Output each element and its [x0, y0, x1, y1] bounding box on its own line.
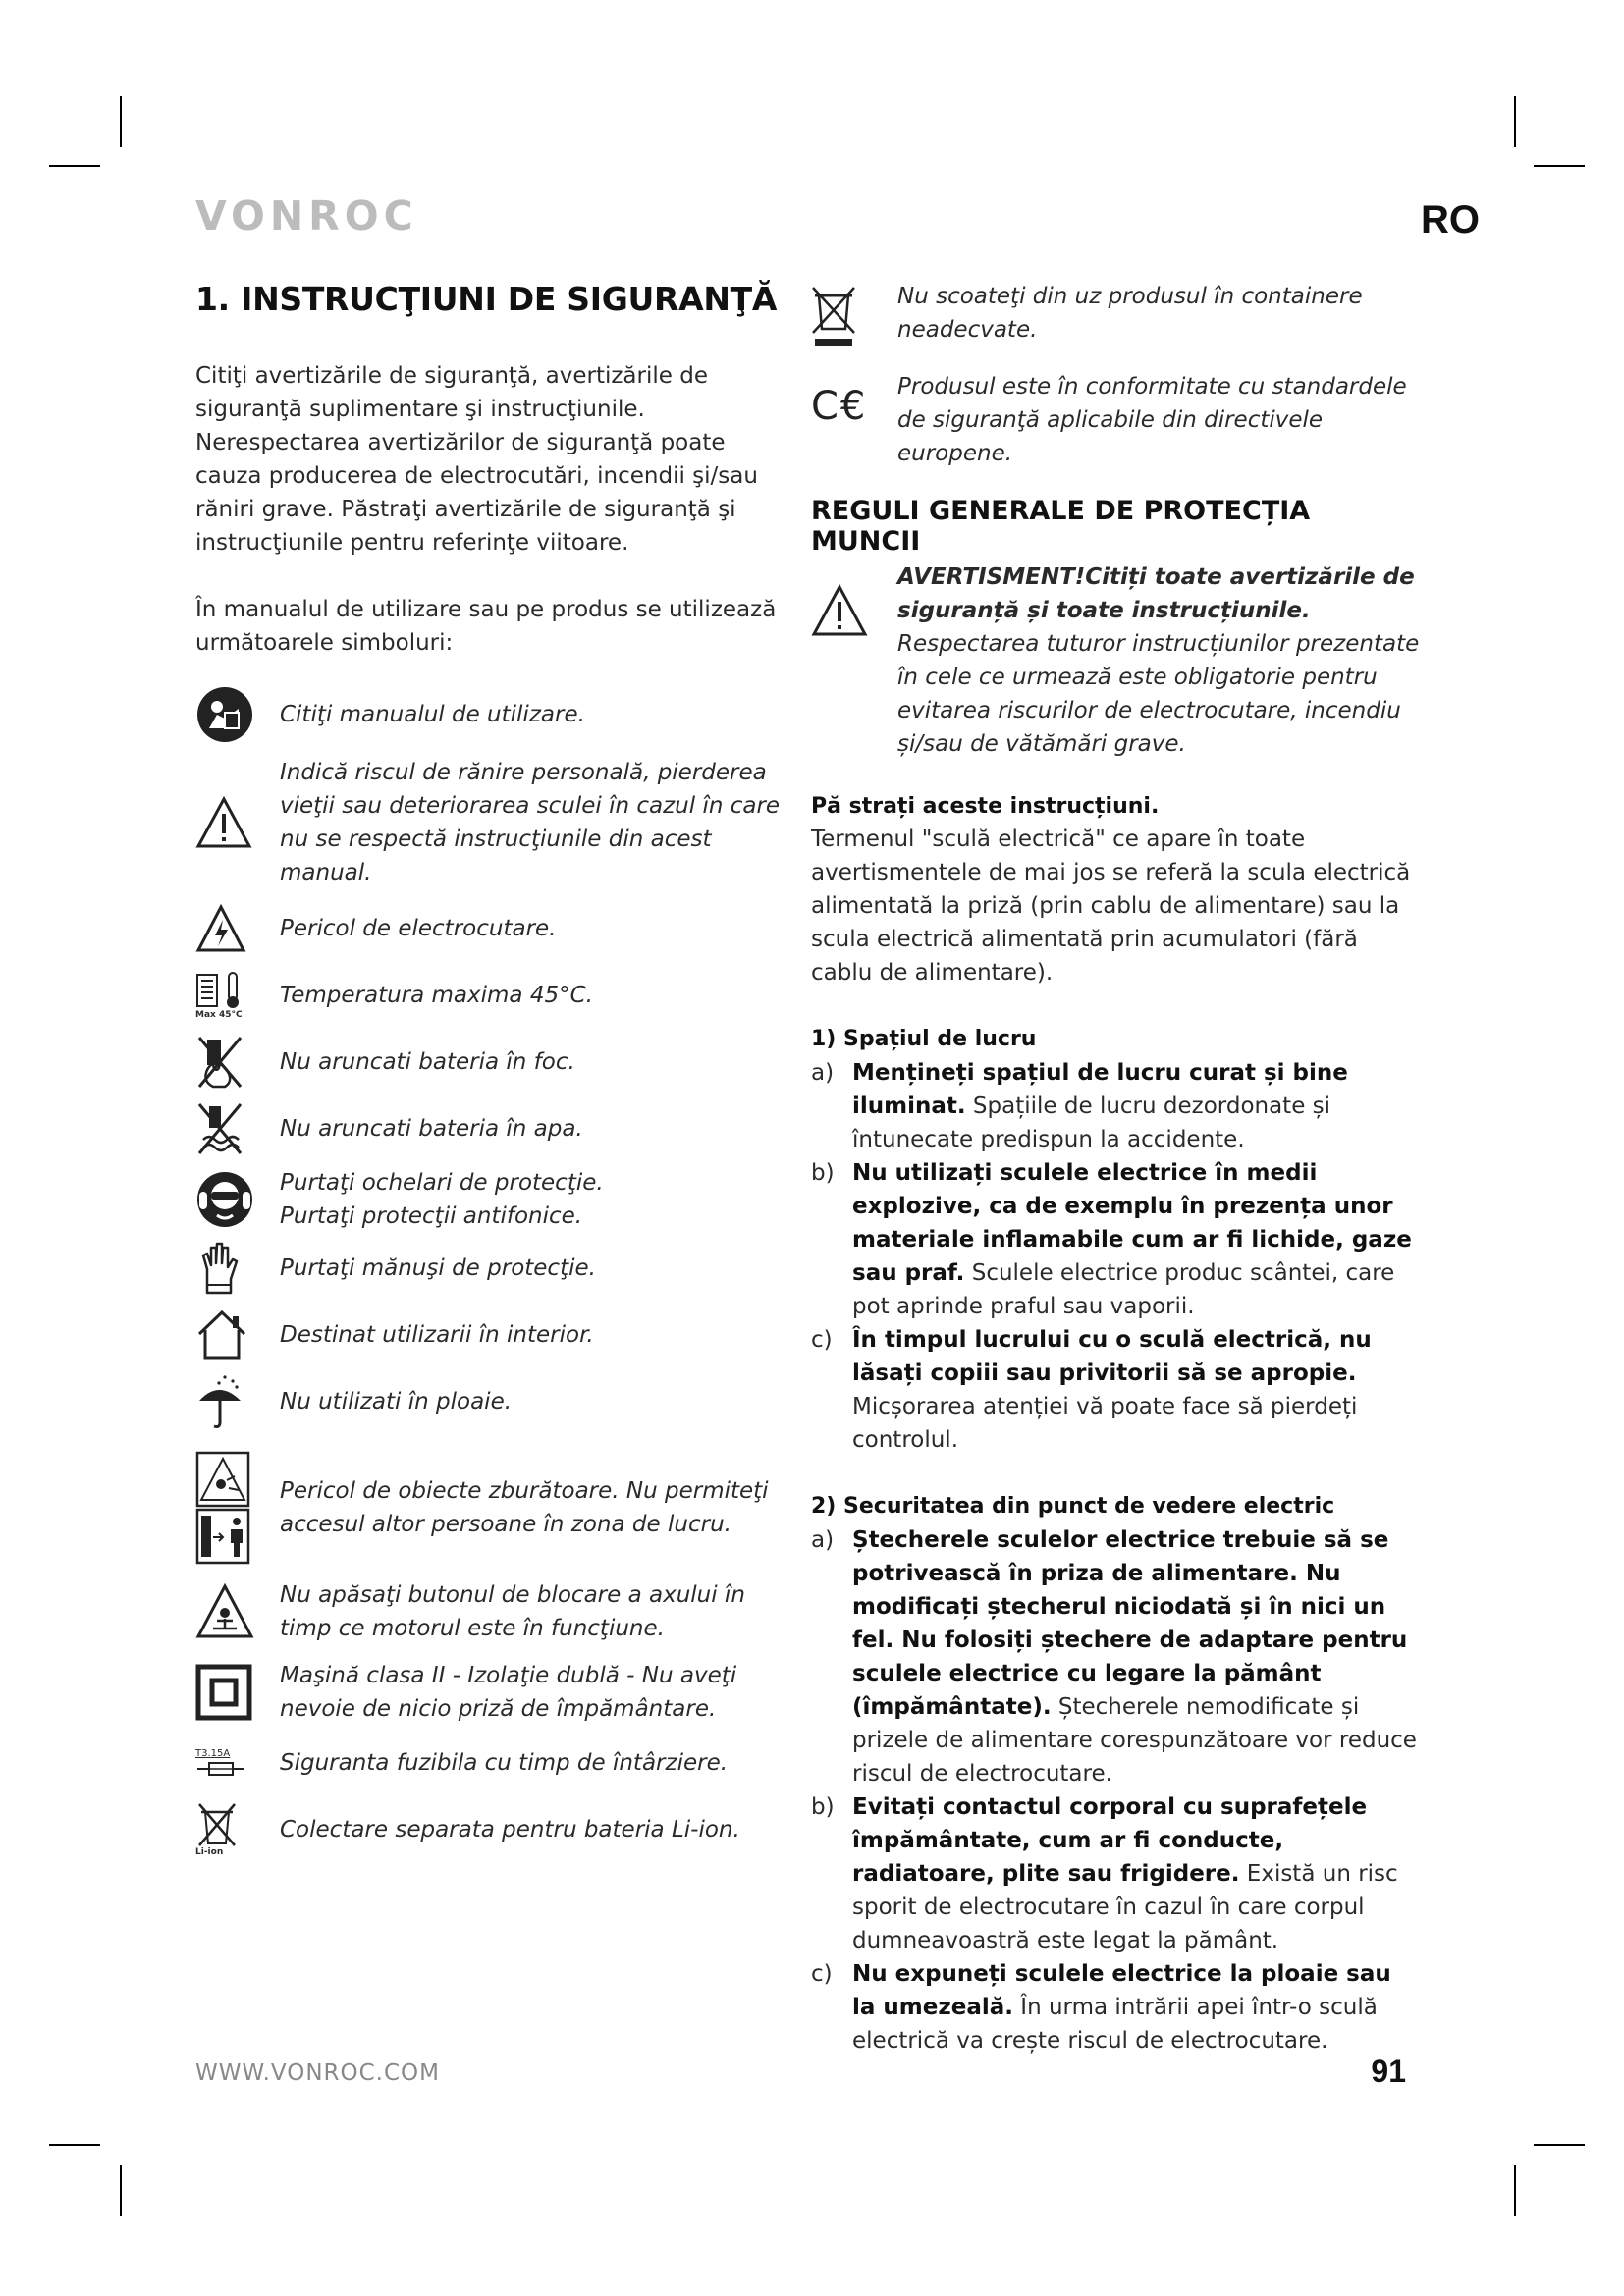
list-item	[811, 1156, 1422, 1323]
symbol-description: Nu aruncati bateria în apa.	[280, 1116, 583, 1142]
crop-mark	[120, 96, 122, 147]
item-label: a)	[811, 1060, 835, 1086]
max-temperature-icon	[195, 971, 264, 1020]
section-heading: 2) Securitatea din punct de vedere electric	[811, 1494, 1335, 1519]
warning-text	[897, 561, 1422, 761]
item-label: a)	[811, 1527, 835, 1553]
crop-mark	[1534, 165, 1585, 167]
item-text: În urma intrării apei într-o sculă electrică va crește riscul de electrocutare.	[852, 1995, 1378, 2054]
symbol-description: Nu scoateţi din uz produsul în containere neadecvate.	[897, 284, 1363, 343]
flying-objects-icon	[195, 1451, 264, 1565]
item-label: c)	[811, 1327, 833, 1353]
warning-icon	[811, 561, 897, 637]
read-manual-icon	[195, 685, 264, 744]
symbol-description: Nu utilizati în ploaie.	[280, 1389, 513, 1415]
crop-mark	[49, 165, 100, 167]
crop-mark	[1534, 2144, 1585, 2146]
symbol-row	[195, 1798, 785, 1861]
symbol-description: Colectare separata pentru bateria Li-ion.	[280, 1817, 740, 1842]
item-label: c)	[811, 1961, 833, 1987]
symbol-description: Indică riscul de rănire personală, pierderea vieţii sau deteriorarea sculei în cazul în care nu se respectă instrucţiunile din acest manual.	[280, 760, 781, 885]
symbol-row	[195, 1732, 785, 1794]
symbol-row	[195, 1097, 785, 1160]
keep-instructions-title: Pă strați aceste instrucțiuni.	[811, 794, 1160, 819]
list-item	[811, 1790, 1422, 1957]
symbol-row	[195, 1370, 785, 1433]
fuse-icon	[195, 1748, 264, 1779]
ce-mark-icon	[811, 370, 897, 429]
crop-mark	[1514, 96, 1516, 147]
symbol-description: Purtaţi mănuşi de protecţie.	[280, 1255, 596, 1281]
item-bold: Evitați contactul corporal cu suprafețele împământate, cum ar fi conducte, radiatoare, plite sau frigidere.	[852, 1794, 1368, 1887]
li-ion-label: Li-ion	[195, 1847, 224, 1857]
list-item	[811, 1323, 1422, 1457]
gloves-icon	[195, 1240, 264, 1297]
list-item	[811, 1523, 1422, 1790]
item-text: Micșorarea atenției vă poate face să pierdeți controlul.	[852, 1394, 1358, 1453]
item-text: Spațiile de lucru dezordonate și întunecate predispun la accidente.	[852, 1094, 1331, 1152]
symbol-row	[195, 1451, 785, 1565]
spindle-lock-icon	[195, 1583, 264, 1640]
symbol-description: Nu apăsaţi butonul de blocare a axului în timp ce motorul este în funcţiune.	[280, 1582, 745, 1641]
symbol-description: Maşină clasa II - Izolaţie dublă - Nu aveţi nevoie de nicio priză de împământare.	[280, 1663, 737, 1722]
li-ion-recycle-icon	[195, 1802, 264, 1857]
symbol-row	[195, 1659, 785, 1726]
item-text: Există un risc sporit de electrocutare în cazul în care corpul dumneavoastră este legat la pământ.	[852, 1861, 1398, 1953]
electric-hazard-icon	[195, 904, 264, 953]
symbol-description: Produsul este în conformitate cu standardele de siguranţă aplicabile din directivele europene.	[897, 374, 1407, 466]
section-title: 1. INSTRUCŢIUNI DE SIGURANŢĂ	[195, 280, 778, 318]
ce-mark-glyph: C€	[811, 384, 868, 429]
list-item	[811, 1056, 1422, 1156]
weee-bin-icon	[811, 280, 897, 347]
language-code: RO	[1421, 198, 1480, 241]
symbol-row	[195, 1031, 785, 1094]
symbol-row	[811, 370, 1422, 470]
symbol-description: Siguranta fuzibila cu timp de întârziere.	[280, 1750, 729, 1776]
symbol-description: Temperatura maxima 45°C.	[280, 983, 593, 1008]
symbol-description: Destinat utilizarii în interior.	[280, 1322, 594, 1348]
symbols-intro: În manualul de utilizare sau pe produs se utilizează următoarele simboluri:	[195, 597, 777, 656]
item-bold: Ștecherele sculelor electrice trebuie să se potrivească în priza de alimentare. Nu modificați ștecherul niciodată și în nici un fel. Nu folosiți ștechere de adaptare pentru sculele electrice cu legare la pământ (împământate).	[852, 1527, 1408, 1720]
symbol-row	[195, 756, 785, 889]
symbol-description: Citiţi manualul de utilizare.	[280, 702, 585, 727]
general-rules-title: REGULI GENERALE DE PROTECȚIA MUNCII	[811, 496, 1311, 557]
symbol-list	[195, 683, 785, 1861]
crop-mark	[1514, 2165, 1516, 2216]
symbol-row	[811, 280, 1422, 347]
symbol-row	[195, 1578, 785, 1645]
page-number: 91	[1371, 2054, 1406, 2089]
item-label: b)	[811, 1160, 835, 1186]
symbol-description: Nu aruncati bateria în foc.	[280, 1049, 575, 1075]
fuse-rating-label: T3.15A	[195, 1747, 231, 1759]
brand-logo: VONROC	[195, 192, 418, 240]
footer-website-link[interactable]: WWW.VONROC.COM	[195, 2060, 440, 2086]
symbol-description: Purtaţi ochelari de protecţie. Purtaţi protecţii antifonice.	[280, 1170, 604, 1229]
warning-bold: AVERTISMENT!Citiți toate avertizările de siguranță și toate instrucțiunile.	[897, 564, 1415, 623]
class-ii-icon	[195, 1664, 264, 1721]
symbol-row	[195, 1166, 785, 1233]
item-bold: În timpul lucrului cu o sculă electrică, nu lăsați copiii sau privitorii să se apropie.	[852, 1327, 1372, 1386]
symbol-row	[195, 1237, 785, 1300]
item-bold: Nu expuneți sculele electrice la ploaie sau la umezeală.	[852, 1961, 1391, 2020]
no-rain-icon	[195, 1373, 264, 1430]
no-fire-icon	[195, 1034, 264, 1091]
symbol-row	[195, 683, 785, 746]
crop-mark	[120, 2165, 122, 2216]
indoor-house-icon	[195, 1308, 264, 1362]
item-bold: Nu utilizați sculele electrice în medii explozive, ca de exemplu în prezența unor materiale inflamabile cum ar fi lichide, gaze sau praf.	[852, 1160, 1412, 1286]
crop-mark	[49, 2144, 100, 2146]
item-text: Sculele electrice produc scântei, care pot aprinde praful sau vaporii.	[852, 1260, 1395, 1319]
symbol-row	[195, 1304, 785, 1366]
right-column	[811, 280, 1422, 2057]
symbol-row	[195, 964, 785, 1027]
keep-instructions-text: Termenul "sculă electrică" ce apare în toate avertismentele de mai jos se referă la scula electrică alimentată la priză (prin cablu de alimentare) sau la scula electrică alimentată prin acumulatori (fără cablu de alimentare).	[811, 827, 1411, 986]
item-label: b)	[811, 1794, 835, 1820]
no-water-icon	[195, 1100, 264, 1157]
warning-rest: Respectarea tuturor instrucțiunilor prezentate în cele ce urmează este obligatorie pentru evitarea riscurilor de electrocutare, incendiu și/sau de vătămări grave.	[897, 631, 1420, 757]
intro-paragraph: Citiţi avertizările de siguranţă, avertizările de siguranţă suplimentare şi instrucţiunile. Nerespectarea avertizărilor de siguranţă poate cauza producerea de electrocutări, incendii şi/sau răniri grave. Păstraţi avertizările de siguranţă şi instrucţiunile pentru referinţe viitoare.	[195, 363, 758, 556]
symbol-row	[195, 897, 785, 960]
left-column	[195, 280, 785, 1865]
item-bold: Mențineți spațiul de lucru curat și bine iluminat.	[852, 1060, 1348, 1119]
section-heading: 1) Spațiul de lucru	[811, 1027, 1037, 1051]
item-text: Ștecherele nemodificate și prizele de alimentare corespunzătoare vor reduce riscul de electrocutare.	[852, 1694, 1417, 1787]
goggles-ear-protection-icon	[195, 1170, 264, 1229]
max-temperature-label: Max 45°C	[195, 1010, 243, 1020]
warning-icon	[195, 796, 264, 849]
list-item	[811, 1957, 1422, 2057]
symbol-description: Pericol de electrocutare.	[280, 916, 557, 941]
symbol-description: Pericol de obiecte zburătoare. Nu permiteţi accesul altor persoane în zona de lucru.	[280, 1478, 769, 1537]
general-warning	[811, 561, 1422, 761]
